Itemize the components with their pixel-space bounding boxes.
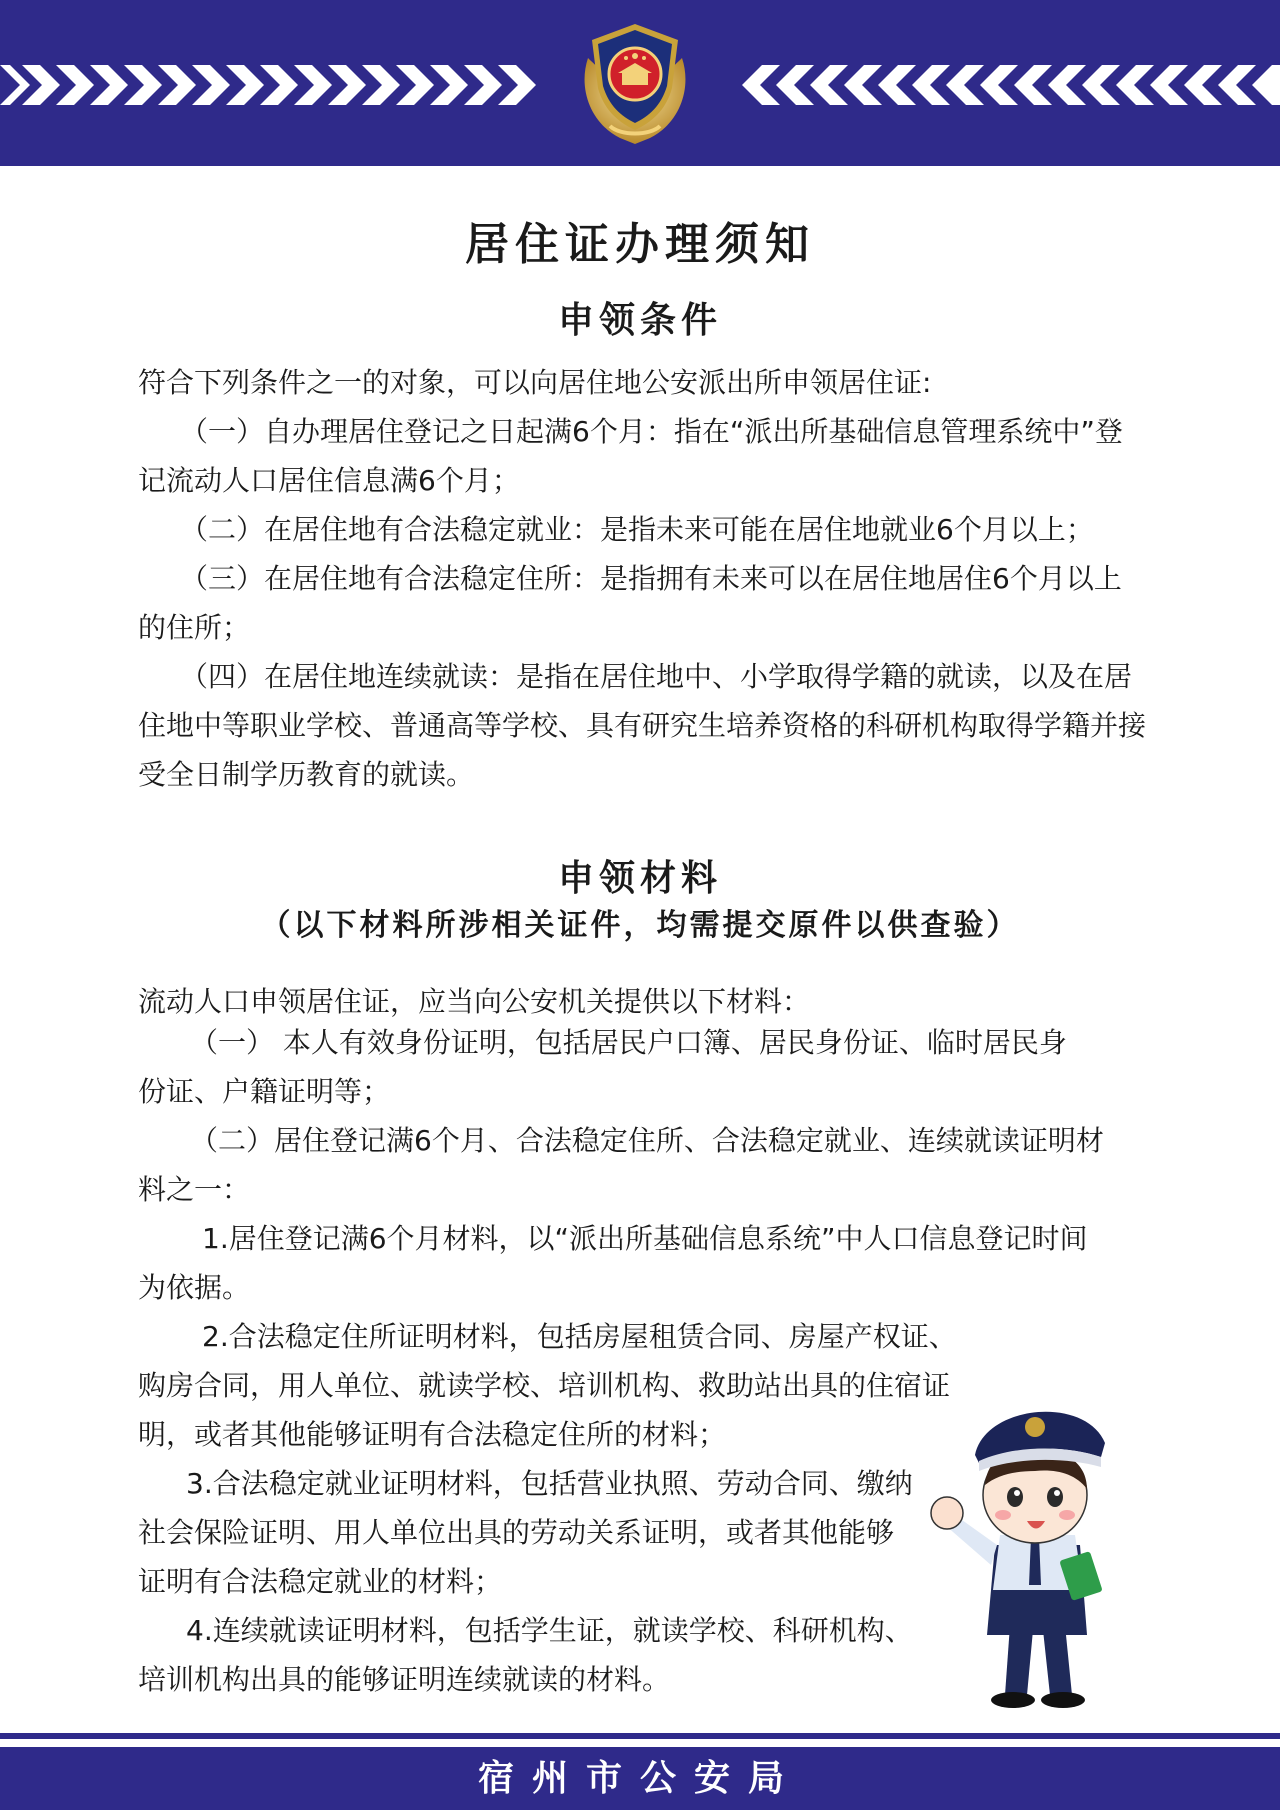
material-item-2: （二）居住登记满6个月、合法稳定住所、合法稳定就业、连续就读证明材料之一： xyxy=(138,1124,1104,1206)
condition-item-1: （一）自办理居住登记之日起满6个月：指在“派出所基础信息管理系统中”登记流动人口居住信息满6个月； xyxy=(138,415,1123,497)
materials-intro: 流动人口申领居住证，应当向公安机关提供以下材料： xyxy=(138,985,811,1018)
page-title: 居住证办理须知 xyxy=(465,219,815,270)
material-subitem-4: 4.连续就读证明材料，包括学生证，就读学校、科研机构、培训机构出具的能够证明连续就读的材料。 xyxy=(138,1614,913,1696)
footer-issuer: 宿州市公安局 xyxy=(0,1747,1280,1810)
chevron-row-left-icon xyxy=(0,55,540,115)
material-subitem-1: 1.居住登记满6个月材料，以“派出所基础信息系统”中人口信息登记时间为依据。 xyxy=(138,1222,1088,1304)
materials-note: （以下材料所涉相关证件，均需提交原件以供查验） xyxy=(260,908,1020,943)
material-item-1: （一） 本人有效身份证明，包括居民户口簿、居民身份证、临时居民身份证、户籍证明等； xyxy=(138,1026,1067,1108)
condition-item-3: （三）在居住地有合法稳定住所：是指拥有未来可以在居住地居住6个月以上的住所； xyxy=(138,562,1122,644)
conditions-heading: 申领条件 xyxy=(557,299,722,341)
material-subitem-3: 3.合法稳定就业证明材料，包括营业执照、劳动合同、缴纳社会保险证明、用人单位出具的劳动关系证明，或者其他能够证明有合法稳定就业的材料； xyxy=(138,1467,913,1598)
chevron-row-right-icon xyxy=(738,55,1280,115)
condition-item-2: （二）在居住地有合法稳定就业：是指未来可能在居住地就业6个月以上； xyxy=(180,513,1094,546)
police-officer-illustration-icon xyxy=(915,1385,1160,1715)
condition-item-4: （四）在居住地连续就读：是指在居住地中、小学取得学籍的就读，以及在居住地中等职业学校、普通高等学校、具有研究生培养资格的科研机构取得学籍并接受全日制学历教育的就读。 xyxy=(138,660,1147,791)
footer-divider xyxy=(0,1733,1280,1739)
materials-heading: 申领材料 xyxy=(557,857,722,899)
conditions-intro: 符合下列条件之一的对象，可以向居住地公安派出所申领居住证: xyxy=(138,366,932,399)
police-emblem-icon xyxy=(560,18,710,148)
material-subitem-2: 2.合法稳定住所证明材料，包括房屋租赁合同、房屋产权证、购房合同，用人单位、就读学校、培训机构、救助站出具的住宿证明，或者其他能够证明有合法稳定住所的材料； xyxy=(138,1320,957,1451)
header-banner xyxy=(0,0,1280,166)
